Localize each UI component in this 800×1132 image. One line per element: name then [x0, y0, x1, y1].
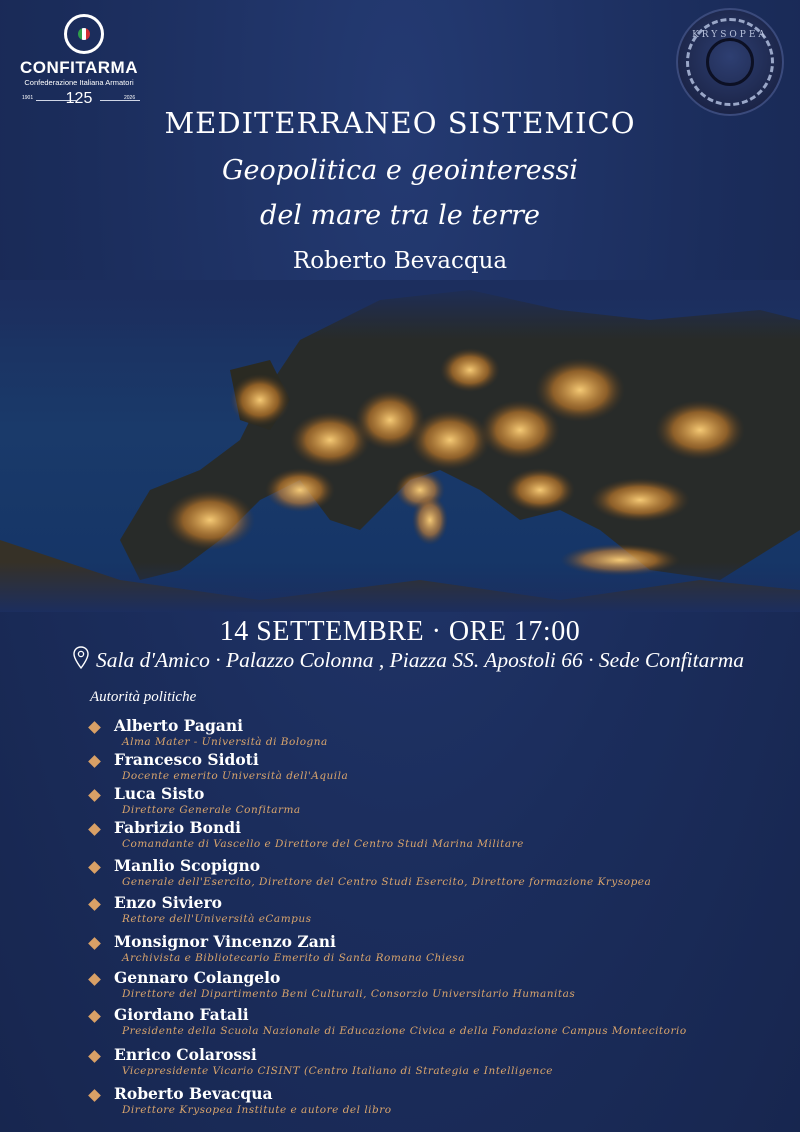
logo-year-start: 1901 [22, 95, 34, 101]
diamond-bullet-icon [88, 898, 101, 911]
diamond-bullet-icon [88, 861, 101, 874]
speaker-role: Direttore Generale Confitarma [122, 804, 301, 816]
confitarma-emblem-icon [64, 14, 104, 54]
diamond-bullet-icon [88, 937, 101, 950]
speaker-name: Manlio Scopigno [114, 856, 261, 875]
diamond-bullet-icon [88, 755, 101, 768]
speaker-name: Luca Sisto [114, 784, 205, 803]
event-date-time: 14 SETTEMBRE · ORE 17:00 [219, 616, 581, 647]
diamond-bullet-icon [88, 823, 101, 836]
speakers-section-label: Autorità politiche [90, 689, 197, 705]
speaker-name: Enrico Colarossi [114, 1045, 257, 1064]
speaker-name: Alberto Pagani [114, 716, 243, 735]
speaker-role: Direttore Krysopea Institute e autore del libro [122, 1104, 392, 1116]
speaker-name: Monsignor Vincenzo Zani [114, 932, 336, 951]
diamond-bullet-icon [88, 789, 101, 802]
diamond-bullet-icon [88, 1089, 101, 1102]
location-pin-icon [72, 646, 90, 670]
logo-anniversary: 125 [65, 90, 93, 107]
speaker-role: Presidente della Scuola Nazionale di Educazione Civica e della Fondazione Campus Montecitorio [122, 1025, 687, 1037]
event-venue: Sala d'Amico · Palazzo Colonna , Piazza SS. Apostoli 66 · Sede Confitarma [96, 648, 745, 672]
speaker-role: Docente emerito Università dell'Aquila [122, 770, 349, 782]
speaker-role: Vicepresidente Vicario CISINT (Centro Italiano di Strategia e Intelligence [122, 1065, 554, 1077]
logo-subtitle: Confederazione Italiana Armatori [24, 78, 134, 87]
diamond-bullet-icon [88, 1050, 101, 1063]
seal-text: KRYSOPEA [692, 30, 768, 40]
book-author: Roberto Bevacqua [292, 248, 508, 274]
speaker-name: Fabrizio Bondi [114, 818, 241, 837]
speaker-name: Francesco Sidoti [114, 750, 259, 769]
speaker-role: Direttore del Dipartimento Beni Culturali, Consorzio Universitario Humanitas [122, 988, 576, 1000]
confitarma-logo [14, 14, 144, 110]
speaker-role: Rettore dell'Università eCampus [122, 913, 312, 925]
speaker-role: Alma Mater - Università di Bologna [122, 736, 328, 748]
speaker-role: Generale dell'Esercito, Direttore del Centro Studi Esercito, Direttore formazione Krysopea [122, 876, 652, 888]
event-title: MEDITERRANEO SISTEMICO [164, 106, 636, 140]
speaker-name: Roberto Bevacqua [114, 1084, 273, 1103]
speaker-name: Gennaro Colangelo [114, 968, 281, 987]
speaker-role: Archivista e Bibliotecario Emerito di Santa Romana Chiesa [122, 952, 465, 964]
diamond-bullet-icon [88, 721, 101, 734]
diamond-bullet-icon [88, 973, 101, 986]
speaker-name: Giordano Fatali [114, 1005, 249, 1024]
europe-night-map-image [0, 280, 800, 612]
speaker-role: Comandante di Vascello e Direttore del Centro Studi Marina Militare [122, 838, 524, 850]
event-subtitle-line-1: Geopolitica e geointeressi [221, 155, 579, 186]
logo-name: CONFITARMA [20, 58, 138, 77]
speaker-name: Enzo Siviero [114, 893, 222, 912]
seal-circle-icon [706, 38, 754, 86]
event-subtitle-line-2: del mare tra le terre [260, 200, 540, 231]
logo-year-end: 2026 [124, 95, 136, 101]
krysopea-seal-logo [676, 8, 784, 116]
diamond-bullet-icon [88, 1010, 101, 1023]
